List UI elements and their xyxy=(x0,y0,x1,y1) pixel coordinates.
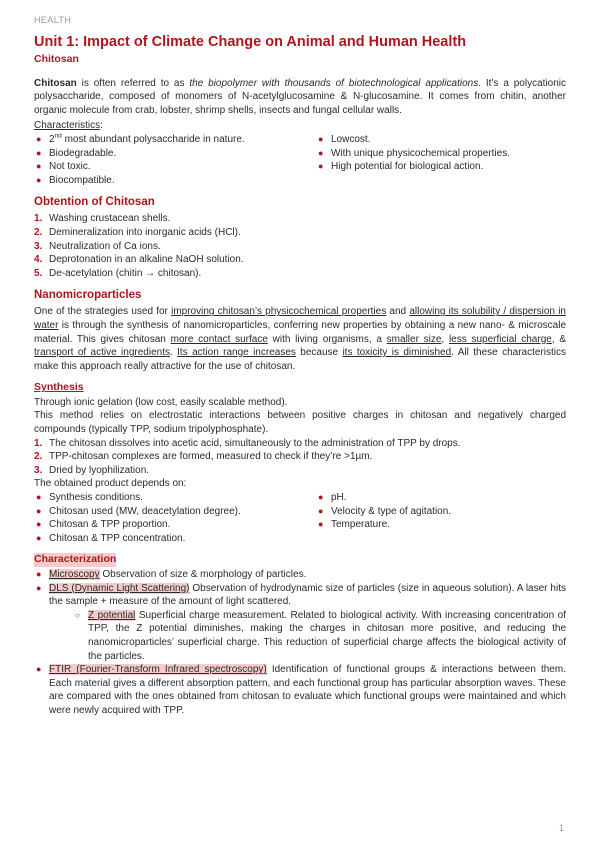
list-item xyxy=(316,133,566,147)
list-item xyxy=(34,663,566,717)
nano-text: with living organisms, a xyxy=(267,333,387,345)
nano-highlight: more contact surface xyxy=(170,333,268,345)
step-text: De-acetylation (chitin → chitosan). xyxy=(49,267,202,279)
nano-highlight: improving chitosan’s physicochemical properties xyxy=(171,306,387,318)
step-number: 2. xyxy=(34,451,43,463)
circle-bullet-icon: ○ xyxy=(75,610,80,620)
step-number: 1. xyxy=(34,437,43,449)
synthesis-steps xyxy=(34,437,566,478)
list-item xyxy=(34,267,566,281)
section-tag: HEALTH xyxy=(34,15,72,25)
list-item xyxy=(34,437,566,451)
list-item xyxy=(34,174,316,188)
step-number: 2. xyxy=(34,226,43,238)
synthesis-line-2: This method relies on electrostatic interactions between positive charges in chitosan and negatively charged compounds (typically TPP, sodium tripolyphosphate). xyxy=(34,410,566,436)
step-text: Deprotonation in an alkaline NaOH solution. xyxy=(49,254,244,266)
step-text: Neutralization of Ca ions. xyxy=(49,240,161,252)
list-item-text: most abundant polysaccharide in nature. xyxy=(61,133,245,145)
list-item xyxy=(34,240,566,254)
bullet-icon: ● xyxy=(318,505,324,516)
technique-text: Identification of functional groups & interactions between them. Each material gives a different absorption pattern, and each functional group has particular absorption waves. These are compared with the ones obtained from chitosan to evaluate which functional groups were maintained and which were newly acquired with TPP. xyxy=(49,664,566,716)
characteristics-colon: : xyxy=(100,120,103,132)
technique-text: Observation of hydrodynamic size of particles (size in aqueous solution). A laser hits the sample + measure of the amount of light scattered. xyxy=(49,582,566,608)
bullet-icon: ● xyxy=(318,161,324,172)
nano-text: , xyxy=(441,333,449,345)
bullet-icon: ● xyxy=(36,582,42,593)
superscript: nd xyxy=(54,132,62,140)
nano-text: One of the strategies used for xyxy=(34,306,172,318)
bullet-icon: ● xyxy=(318,519,324,530)
list-item xyxy=(34,491,316,505)
obtention-heading: Obtention of Chitosan xyxy=(34,196,155,209)
bullet-icon: ● xyxy=(36,532,42,543)
synthesis-left-list xyxy=(34,491,316,545)
characteristics-label-text: Characteristics xyxy=(34,120,101,132)
technique-term: FTIR (Fourier-Transform Infrared spectroscopy) xyxy=(49,664,267,676)
dls-sub-list xyxy=(73,609,566,663)
step-number: 3. xyxy=(34,464,43,476)
list-item-text: Synthesis conditions. xyxy=(49,492,143,504)
step-text: The chitosan dissolves into acetic acid, simultaneously to the administration of TPP by drops. xyxy=(49,437,461,449)
technique-text: Superficial charge measurement. Related to biological activity. With increasing concentration of TPP, the Z potential diminishes, making the charges in chitosan more positive, and reducing the nanomicroparticles’ superficial charge. This reduction of superficial charge affects the biological activity of the particles. xyxy=(88,609,566,662)
list-item xyxy=(34,147,316,161)
list-item xyxy=(34,226,566,240)
nano-text: is through the synthesis of nanomicroparticles, conferring new properties by obtaining a new nano- & microscale material. This gives chitosan xyxy=(34,319,566,345)
characteristics-list xyxy=(34,133,566,187)
page-subtitle: Chitosan xyxy=(34,53,79,65)
nano-text: . xyxy=(169,347,178,359)
nano-text: . All these characteristics make this approach really attractive for the use of chitosan. xyxy=(34,347,567,372)
list-item xyxy=(34,160,316,174)
step-number: 3. xyxy=(34,240,43,252)
step-number: 1. xyxy=(34,213,43,225)
list-item-text: 2 xyxy=(49,133,55,145)
bullet-icon: ● xyxy=(318,492,324,503)
list-item xyxy=(316,491,566,505)
nano-highlight: smaller size xyxy=(386,333,442,345)
intro-paragraph xyxy=(34,77,566,118)
characterization-list xyxy=(34,568,566,718)
synthesis-factors xyxy=(34,491,566,545)
list-item-text: Chitosan used (MW, deacetylation degree). xyxy=(49,505,241,517)
list-item xyxy=(316,518,566,532)
document-page xyxy=(34,14,566,718)
nano-highlight: less superficial charge xyxy=(448,333,552,345)
technique-term: DLS (Dynamic Light Scattering) xyxy=(49,582,190,594)
bullet-icon: ● xyxy=(36,147,42,158)
bullet-icon: ● xyxy=(36,664,42,675)
list-item xyxy=(34,450,566,464)
list-item-text: Temperature. xyxy=(331,519,390,531)
list-item xyxy=(73,609,566,663)
bullet-icon: ● xyxy=(36,133,42,144)
list-item-text: Biocompatible. xyxy=(49,174,115,186)
bullet-icon: ● xyxy=(36,174,42,185)
list-item-text: With unique physicochemical properties. xyxy=(331,147,510,159)
page-number: 1 xyxy=(558,823,564,834)
characteristics-right-list xyxy=(316,133,566,187)
step-text: Demineralization into inorganic acids (HCl). xyxy=(49,226,241,238)
technique-term: Microscopy xyxy=(49,569,100,580)
bullet-icon: ● xyxy=(36,519,42,530)
step-text: Washing crustacean shells. xyxy=(49,213,171,225)
intro-text-1: is often referred to as xyxy=(76,77,190,89)
nano-highlight: allowing its solubility / dispersion in water xyxy=(34,306,566,331)
list-item-text: Not toxic. xyxy=(49,161,91,173)
list-item xyxy=(316,160,566,174)
bullet-icon: ● xyxy=(36,505,42,516)
intro-quote: the biopolymer with thousands of biotechnological applications xyxy=(189,77,479,89)
list-item-text: Lowcost. xyxy=(331,133,371,145)
nano-heading: Nanomicroparticles xyxy=(34,289,142,302)
synthesis-depends: The obtained product depends on: xyxy=(34,478,187,490)
step-number: 4. xyxy=(34,254,43,266)
characteristics-left-list xyxy=(34,133,316,187)
list-item xyxy=(316,505,566,519)
list-item xyxy=(34,568,566,582)
list-item-text: Chitosan & TPP concentration. xyxy=(49,532,186,544)
nano-text: , & xyxy=(551,333,567,345)
list-item xyxy=(316,147,566,161)
bullet-icon: ● xyxy=(318,133,324,144)
characteristics-label xyxy=(34,119,566,133)
list-item xyxy=(34,582,566,664)
nano-highlight: its toxicity is diminished xyxy=(342,347,452,359)
list-item-text: Velocity & type of agitation. xyxy=(331,505,452,517)
list-item xyxy=(34,212,566,226)
nano-highlight: Its action range increases xyxy=(177,347,296,359)
synthesis-right-list xyxy=(316,491,566,545)
list-item-text: pH. xyxy=(331,492,347,504)
list-item-text: Biodegradable. xyxy=(49,147,117,159)
bullet-icon: ● xyxy=(36,569,42,579)
bullet-icon: ● xyxy=(36,161,42,172)
obtention-steps xyxy=(34,212,566,280)
step-text: TPP-chitosan complexes are formed, measured to check if they’re >1µm. xyxy=(49,451,373,463)
technique-text: Observation of size & morphology of particles. xyxy=(99,569,307,580)
list-item xyxy=(34,518,316,532)
nano-text: and xyxy=(386,306,410,318)
nano-highlight: transport of active ingredients xyxy=(34,347,170,359)
nano-text: because xyxy=(295,347,343,359)
characterization-heading: Characterization xyxy=(34,553,117,566)
list-item-text: High potential for biological action. xyxy=(331,161,484,173)
technique-term: Z potential xyxy=(88,609,136,621)
intro-text-2: . It’s a polycationic polysaccharide, composed of monomers of N-acetylglucosamine & N-glucosamine. It comes from chitin, another organic molecule from crab, lobster, shrimp shells, insects and fungal cellular walls. xyxy=(34,77,566,116)
list-item xyxy=(34,253,566,267)
list-item xyxy=(34,505,316,519)
list-item xyxy=(34,532,316,546)
list-item xyxy=(34,133,316,147)
intro-term: Chitosan xyxy=(34,77,77,89)
synthesis-heading: Synthesis xyxy=(34,381,84,394)
list-item-text: Chitosan & TPP proportion. xyxy=(49,519,171,531)
page-title: Unit 1: Impact of Climate Change on Animal and Human Health xyxy=(34,34,467,50)
synthesis-line-1: Through ionic gelation (low cost, easily scalable method). xyxy=(34,396,288,408)
bullet-icon: ● xyxy=(36,492,42,503)
step-text: Dried by lyophilization. xyxy=(49,464,150,476)
nano-paragraph xyxy=(34,305,566,373)
bullet-icon: ● xyxy=(318,147,324,158)
step-number: 5. xyxy=(34,267,43,279)
list-item xyxy=(34,464,566,478)
